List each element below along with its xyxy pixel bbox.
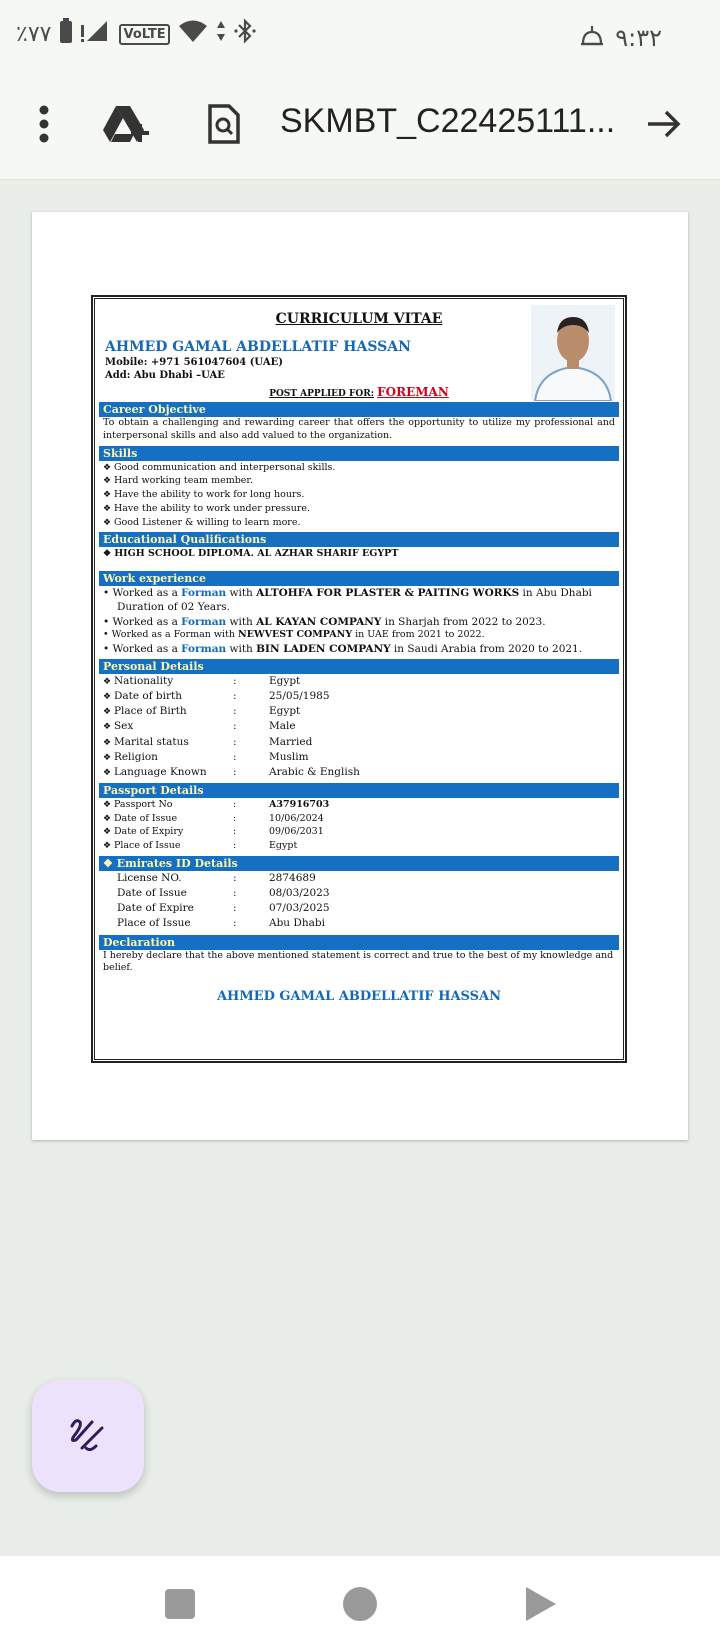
- list-item: ❖ Have the ability to work for long hours.: [103, 488, 619, 502]
- system-nav-bar: [0, 1556, 720, 1650]
- home-button[interactable]: [340, 1584, 380, 1624]
- triangle-icon: [520, 1609, 560, 1628]
- list-item: • Worked as a Forman with BIN LADEN COMPANY in Saudi Arabia from 2020 to 2021.: [99, 642, 619, 656]
- list-item: ❖ Good Listener & willing to learn more.: [103, 516, 619, 530]
- mobile-line: Mobile: +971 561047604 (UAE): [105, 357, 283, 368]
- passport-details-table: ❖ Passport No : A37916703 ❖ Date of Issue : 10/06/2024 ❖ Date of Expiry : 09/06/2031 ❖ Place of Issue : Egypt: [99, 798, 619, 852]
- cv-title: CURRICULUM VITAE: [275, 311, 443, 327]
- list-item: ❖ Good communication and interpersonal skills.: [103, 461, 619, 475]
- section-passport-details: Passport Details: [99, 783, 619, 798]
- post-value: FOREMAN: [377, 385, 449, 399]
- data-arrows-icon: [216, 19, 226, 49]
- list-item: • Worked as a Forman with AL KAYAN COMPANY in Sharjah from 2022 to 2023.: [99, 615, 619, 629]
- skills-list: [99, 461, 619, 530]
- more-vert-icon: [38, 105, 50, 147]
- address-line: Add: Abu Dhabi –UAE: [105, 370, 225, 381]
- profile-photo: [531, 305, 615, 401]
- top-toolbar: [0, 72, 720, 180]
- list-item: • Worked as a Forman with NEWVEST COMPANY in UAE from 2021 to 2022.: [99, 629, 619, 642]
- bluetooth-icon: [234, 18, 256, 50]
- status-right: [579, 22, 662, 54]
- education-list: [99, 547, 619, 561]
- emirates-id-table: License NO. : 2874689 Date of Issue : 08/03/2023 Date of Expire : 07/03/2025 Place of Issue : Abu Dhabi: [117, 871, 330, 930]
- wifi-icon: [178, 19, 208, 49]
- section-education: Educational Qualifications: [99, 532, 619, 547]
- arrow-forward-icon: [646, 109, 682, 143]
- signal-icon: [81, 19, 111, 49]
- signature-name: AHMED GAMAL ABDELLATIF HASSAN: [216, 989, 502, 1005]
- status-left: [16, 18, 256, 50]
- list-item: ❖ HIGH SCHOOL DIPLOMA. AL AZHAR SHARIF EGYPT: [103, 547, 619, 561]
- find-in-page-icon: [207, 103, 241, 149]
- edit-fab-button[interactable]: [32, 1380, 144, 1492]
- alarm-icon: [579, 22, 605, 54]
- document-page[interactable]: [32, 212, 688, 1140]
- section-declaration: Declaration: [99, 935, 619, 950]
- file-title: SKMBT_C22425111...: [280, 102, 616, 140]
- drive-add-icon: [102, 104, 150, 148]
- applicant-name: AHMED GAMAL ABDELLATIF HASSAN: [105, 339, 411, 355]
- section-career-objective: Career Objective: [99, 402, 619, 417]
- circle-icon: [340, 1609, 380, 1628]
- add-to-drive-button[interactable]: [98, 98, 154, 154]
- section-emirates-id: ❖ Emirates ID Details: [99, 856, 619, 871]
- section-work-experience: Work experience: [99, 571, 619, 586]
- post-label: POST APPLIED FOR:: [269, 389, 375, 399]
- back-button[interactable]: [520, 1584, 560, 1624]
- clock-time: ٩:٣٢: [615, 24, 662, 52]
- work-list: [99, 586, 619, 656]
- declaration-text: I hereby declare that the above mentioned statement is correct and true to the best of my knowledge and belief.: [103, 949, 614, 974]
- list-item: ❖ Hard working team member.: [103, 474, 619, 488]
- list-item: ❖ Have the ability to work under pressure.: [103, 502, 619, 516]
- more-options-button[interactable]: [16, 98, 72, 154]
- battery-icon: [59, 18, 73, 50]
- recents-button[interactable]: [160, 1584, 200, 1624]
- section-personal-details: Personal Details: [99, 659, 619, 674]
- draw-icon: [68, 1414, 108, 1458]
- battery-percent: ٪٧٧: [16, 21, 52, 47]
- square-icon: [160, 1609, 200, 1628]
- volte-badge: VoLTE: [119, 24, 169, 45]
- cv-document: [92, 296, 626, 1062]
- list-item: • Worked as a Forman with ALTOHFA FOR PLASTER & PAITING WORKS in Abu Dhabi Duration of 02 Years.: [99, 586, 619, 614]
- search-in-file-button[interactable]: [196, 98, 252, 154]
- status-bar: [0, 0, 720, 72]
- open-with-button[interactable]: [636, 98, 692, 154]
- personal-details-table: ❖ Nationality : Egypt ❖ Date of birth : 25/05/1985 ❖ Place of Birth : Egypt ❖ Sex : Male ❖ Marital status : Married ❖ Religion : Muslim ❖ Language Known : Arabic & English: [99, 674, 619, 781]
- section-skills: Skills: [99, 446, 619, 461]
- career-text: To obtain a challenging and rewarding career that offers the opportunity to utilize my professional and interpersonal skills and also add valued to the organization.: [103, 417, 615, 441]
